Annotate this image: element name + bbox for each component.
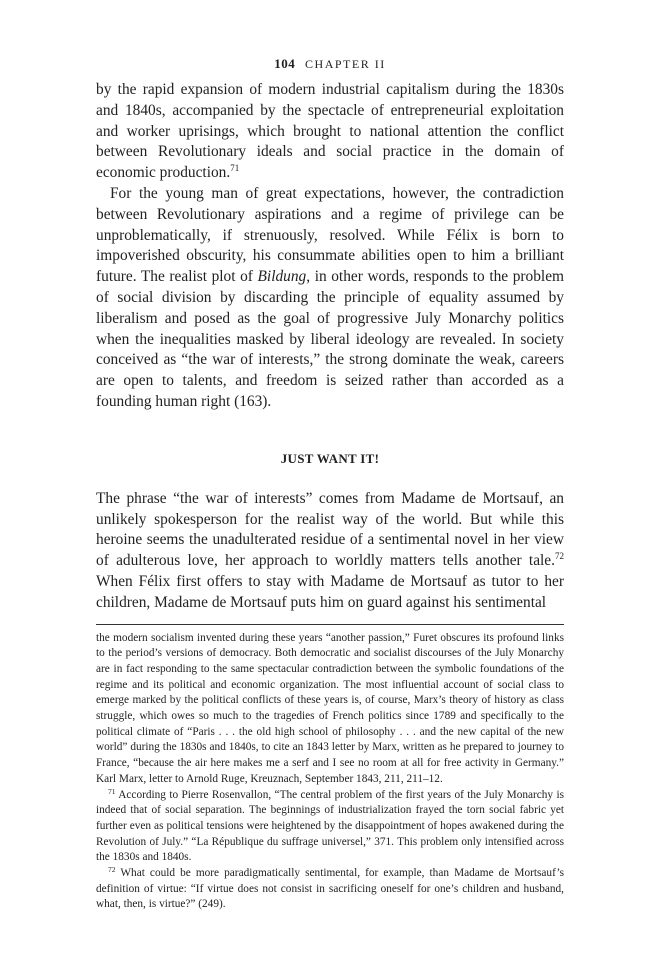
paragraph-continued: [96, 80, 564, 184]
footnote-71: [96, 788, 564, 867]
footnote-72-number: 72: [108, 865, 116, 875]
footnote-continued: the modern socialism invented during these years “another passion,” Furet obscures its profound links to the period’s versions of democracy. Both democratic and socialist discourses of the July Monarchy are in fact responding to the same spectacular contradiction between the symbolic foundations of the regime and its political and economic organization. The most influential account of social class to emerge marked by the political conflicts of these years is, of course, Marx’s theory of history as class struggle, which owes so much to the tragedies of French politics since 1789 and specifically to the political climate of “Paris . . . the old high school of philosophy . . . and the new capital of the new world” during the 1830s and 1840s, to cite an 1843 letter by Marx, written as he prepared to journey to France, “because the air here makes me a serf and I see no room at all for free activity in Germany.” Karl Marx, letter to Arnold Ruge, Kreuznach, September 1843, 211, 211–12.: [96, 631, 564, 785]
footnotes: [96, 631, 564, 914]
paragraph-young-man-text-a: For the young man of great expectations, however, the contradiction between Revolutionary aspirations and a regime of privilege can be unproblematically, if strenuously, resolved. While Félix is born to impoverished obscurity, his consummate abilities open to him a brilliant future. The realist plot of: [96, 184, 564, 286]
footnote-72-text: What could be more paradigmatically sentimental, for example, than Madame de Mortsauf’s definition of virtue: “If virtue does not consist in sacrificing oneself for one’s children and husband, what, then, is virtue?” (249).: [96, 867, 564, 911]
paragraph-continued-text: by the rapid expansion of modern industrial capitalism during the 1830s and 1840s, accompanied by the spectacle of entrepreneurial exploitation and worker uprisings, which brought to national attention the conflict between Revolutionary ideals and social practice in the domain of economic production.: [96, 81, 564, 182]
bildung-term: Bildung: [257, 268, 307, 286]
book-page: [96, 56, 564, 913]
paragraph-young-man: [96, 184, 564, 413]
footnote-71-text: According to Pierre Rosenvallon, “The central problem of the first years of the July Monarchy is indeed that of social separation. The beginnings of industrialization frayed the torn social fabric yet further even as political tensions were heightened by the disappointment of hopes awakened during the Revolution of July.” “La République du suffrage universel,” 371. This problem only intensified across the 1830s and 1840s.: [96, 788, 564, 864]
paragraph-war-of-interests: [96, 489, 564, 614]
footnote-72: [96, 866, 564, 913]
paragraph-young-man-text-b: , in other words, responds to the problem of social division by discarding the principle of equality assumed by liberalism and posed as the goal of progressive July Monarchy politics when the inequalities masked by liberal ideology are revealed. In society conceived as “the war of interests,” the strong dominate the weak, careers are open to talents, and freedom is seized rather than accorded as a founding human right (163).: [96, 268, 565, 410]
note-ref-71: 71: [230, 163, 240, 174]
chapter-label: CHAPTER II: [305, 57, 386, 71]
note-ref-72: 72: [555, 551, 564, 562]
footnote-71-number: 71: [108, 786, 116, 796]
running-head: [96, 56, 564, 72]
paragraph-war-of-interests-text-b: When Félix first offers to stay with Madame de Mortsauf as tutor to her children, Madame de Mortsauf puts him on guard against his sentimental: [96, 572, 564, 611]
footnote-divider: [96, 624, 564, 625]
paragraph-war-of-interests-text: The phrase “the war of interests” comes from Madame de Mortsauf, an unlikely spokesperson for the realist way of the world. But while this heroine seems the unadulterated residue of a sentimental novel in her view of adulterous love, her approach to worldly matters tells another tale.: [96, 489, 564, 570]
section-heading: JUST WANT IT!: [280, 450, 380, 466]
page-number: 104: [274, 56, 296, 71]
